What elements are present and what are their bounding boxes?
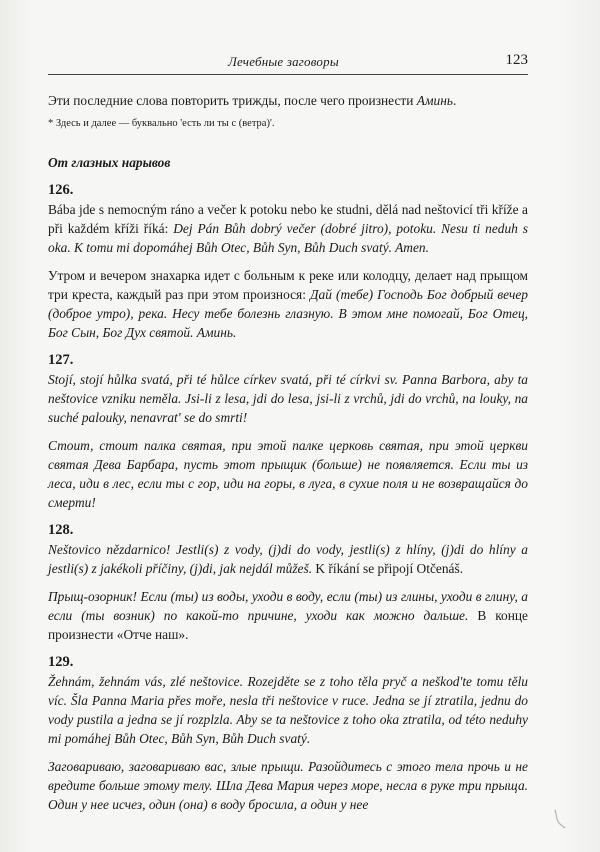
russian-text: Прыщ-озорник! Если (ты) из воды, уходи в воду, если (ты) из глины, уходи в глину, а если (ты возник) по какой-то причине, уходи как можно дальше. В конце произнести «Отче наш». bbox=[48, 589, 528, 642]
page-body bbox=[48, 91, 528, 814]
page-number: 123 bbox=[505, 52, 528, 68]
amen-word: Аминь bbox=[416, 93, 453, 108]
intro-paragraph: Эти последние слова повторить трижды, после чего произнести Аминь. bbox=[48, 93, 457, 108]
russian-text: Стоит, стоит палка святая, при этой палке церковь святая, при этой церкви святая Дева Барбара, пусть этот прыщик (больше) не появляется. Если ты из леса, иди в лес, если ты с гор, иди на горы, в луга, в сухие поля и не возвращайся до смерти! bbox=[48, 438, 528, 510]
russian-text: Заговариваю, заговариваю вас, злые прыщи. Разойдитесь с этого тела прочь и не вредите больше этому телу. Шла Дева Мария через море, несла в руке три прыща. Один у нее исчез, один (она) в воду бросила, а один у нее bbox=[48, 759, 528, 812]
footnote: * Здесь и далее — буквально 'есть ли ты с (ветра)'. bbox=[48, 118, 275, 129]
russian-text: Утром и вечером знахарка идет с больным к реке или колодцу, делает над прыщом три креста, каждый раз при этом произнося: Дай (тебе) Господь Бог добрый вечер (доброе утро), река. Несу тебе болезнь глазную. В этом мне помогай, Бог Отец, Бог Сын, Бог Дух святой. Аминь. bbox=[48, 268, 528, 340]
entry-number: 127. bbox=[48, 352, 74, 368]
czech-text: Neštovico nězdarnico! Jestli(s) z vody, (j)di do vody, jestli(s) z hlíny, (j)di do hlíny a jestli(s) z jakékoli příčiny, (j)di, jak nejdál můžeš. K říkání se připojí Otčenáš. bbox=[48, 542, 528, 576]
entry-number: 128. bbox=[48, 522, 74, 538]
section-title: От глазных нарывов bbox=[48, 155, 171, 170]
entry-number: 129. bbox=[48, 654, 74, 670]
czech-text: Bába jde s nemocným ráno a večer k potoku nebo ke studni, dělá nad neštovicí tři kříže a při každém kříži říká: Dej Pán Bůh dobrý večer (dobré jitro), potoku. Nesu ti neduh s oka. K tomu mi dopomáhej Bůh Otec, Bůh Syn, Bůh Duch svatý. Amen. bbox=[48, 202, 528, 255]
entry-number: 126. bbox=[48, 182, 74, 198]
czech-text: Stojí, stojí hůlka svatá, při té hůlce církev svatá, při té církvi sv. Panna Barbora, aby ta neštovice vzniku neměla. Jsi-li z lesa, jdi do lesa, jsi-li z vrchů, jdi do vrchů, na louky, na suché palouky, nenavrat' se do smrti! bbox=[48, 372, 528, 425]
pencil-mark-icon bbox=[552, 808, 568, 830]
czech-text: Žehnám, žehnám vás, zlé neštovice. Rozejděte se z toho těla pryč a neškod'te tomu tělu víc. Šla Panna Maria přes moře, nesla tři neštovice v ruce. Jedna se jí ztratila, jednu do vody pustila a jedna se jí rozplzla. Aby se ta neštovice z toho oka ztratila, od této neduhy mi pomáhej Bůh Otec, Bůh Syn, Bůh Duch svatý. bbox=[48, 674, 528, 746]
page-header bbox=[48, 50, 528, 75]
running-title: Лечебные заговоры bbox=[228, 54, 339, 69]
